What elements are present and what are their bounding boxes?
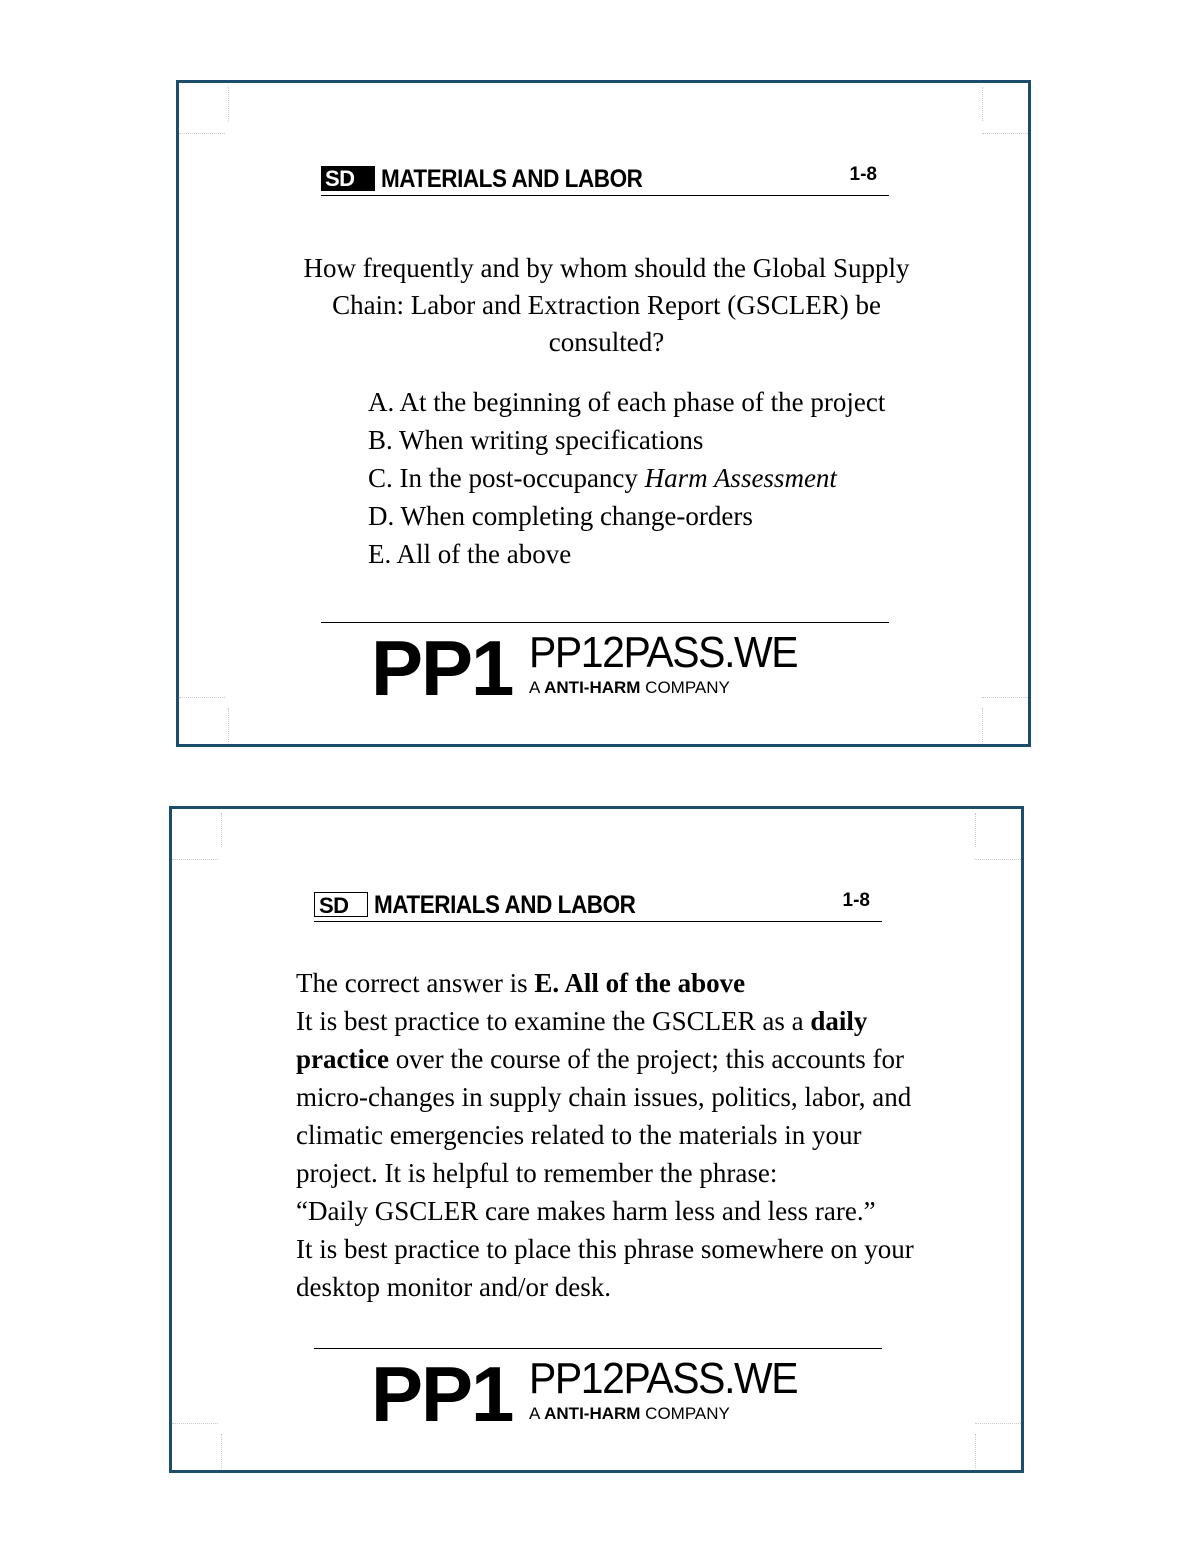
- crop-mark: [172, 859, 218, 860]
- logo-tagline: [529, 678, 730, 698]
- crop-mark: [975, 1423, 1021, 1424]
- answer-explanation: [296, 964, 916, 1306]
- crop-mark: [975, 813, 976, 847]
- crop-mark: [228, 708, 229, 742]
- logo-domain: PP12PASS.WE: [529, 1354, 798, 1403]
- crop-mark: [982, 133, 1028, 134]
- crop-mark: [982, 87, 983, 121]
- option-b: B. When writing specifications: [368, 425, 704, 455]
- crop-mark: [975, 1434, 976, 1468]
- logo-tagline: [529, 1404, 730, 1424]
- crop-mark: [982, 708, 983, 742]
- tagline-bold: ANTI-HARM: [544, 1404, 641, 1423]
- logo-domain: PP12PASS.WE: [529, 628, 798, 677]
- option-a: A. At the beginning of each phase of the project: [368, 387, 886, 417]
- tagline-suffix: COMPANY: [640, 678, 730, 697]
- answer-options: [368, 383, 885, 573]
- phase-badge: SD: [314, 892, 368, 917]
- explanation-text: over the course of the project; this accounts for micro-changes in supply chain issues, politics, labor, and climatic emergencies related to the materials in your project. It is helpful to remember the phrase:: [296, 1044, 912, 1188]
- question-text: How frequently and by whom should the Global Supply Chain: Labor and Extraction Report (GSCLER) be consulted?: [303, 253, 910, 357]
- answer-value: E. All of the above: [534, 968, 746, 998]
- explanation-emphasis: daily practice: [296, 1006, 868, 1074]
- closing-text: It is best practice to place this phrase somewhere on your desktop monitor and/or desk.: [296, 1234, 914, 1302]
- tagline-prefix: A: [529, 1404, 545, 1423]
- section-title: MATERIALS AND LABOR: [381, 165, 643, 193]
- question-card: [176, 80, 1031, 747]
- answer-line: [296, 964, 916, 1002]
- crop-mark: [982, 697, 1028, 698]
- crop-mark: [221, 813, 222, 847]
- option-c-text: C. In the post-occupancy: [368, 463, 645, 493]
- logo-mark: PP1: [371, 1350, 513, 1438]
- section-title: MATERIALS AND LABOR: [374, 891, 636, 919]
- crop-mark: [172, 1423, 218, 1424]
- answer-card: [169, 806, 1024, 1473]
- option-c: [368, 459, 885, 497]
- crop-mark: [975, 859, 1021, 860]
- logo-mark: PP1: [371, 624, 513, 712]
- option-c-italic: Harm Assessment: [644, 463, 837, 493]
- crop-mark: [179, 133, 225, 134]
- crop-mark: [221, 1434, 222, 1468]
- tagline-prefix: A: [529, 678, 545, 697]
- tagline-bold: ANTI-HARM: [544, 678, 641, 697]
- card-header: [314, 889, 882, 922]
- crop-mark: [179, 697, 225, 698]
- footer-rule: [314, 1348, 882, 1349]
- card-number: 1-8: [849, 164, 877, 185]
- answer-intro: The correct answer is: [296, 968, 535, 998]
- option-e: E. All of the above: [368, 539, 572, 569]
- card-header: [321, 163, 889, 196]
- card-number: 1-8: [842, 890, 870, 911]
- phase-badge: SD: [321, 166, 375, 191]
- option-d: D. When completing change-orders: [368, 501, 753, 531]
- memory-phrase: “Daily GSCLER care makes harm less and less rare.”: [296, 1196, 876, 1226]
- crop-mark: [228, 87, 229, 121]
- explanation-paragraph: [296, 1002, 916, 1192]
- tagline-suffix: COMPANY: [640, 1404, 730, 1423]
- explanation-text: It is best practice to examine the GSCLER as a: [296, 1006, 811, 1036]
- footer-rule: [321, 622, 889, 623]
